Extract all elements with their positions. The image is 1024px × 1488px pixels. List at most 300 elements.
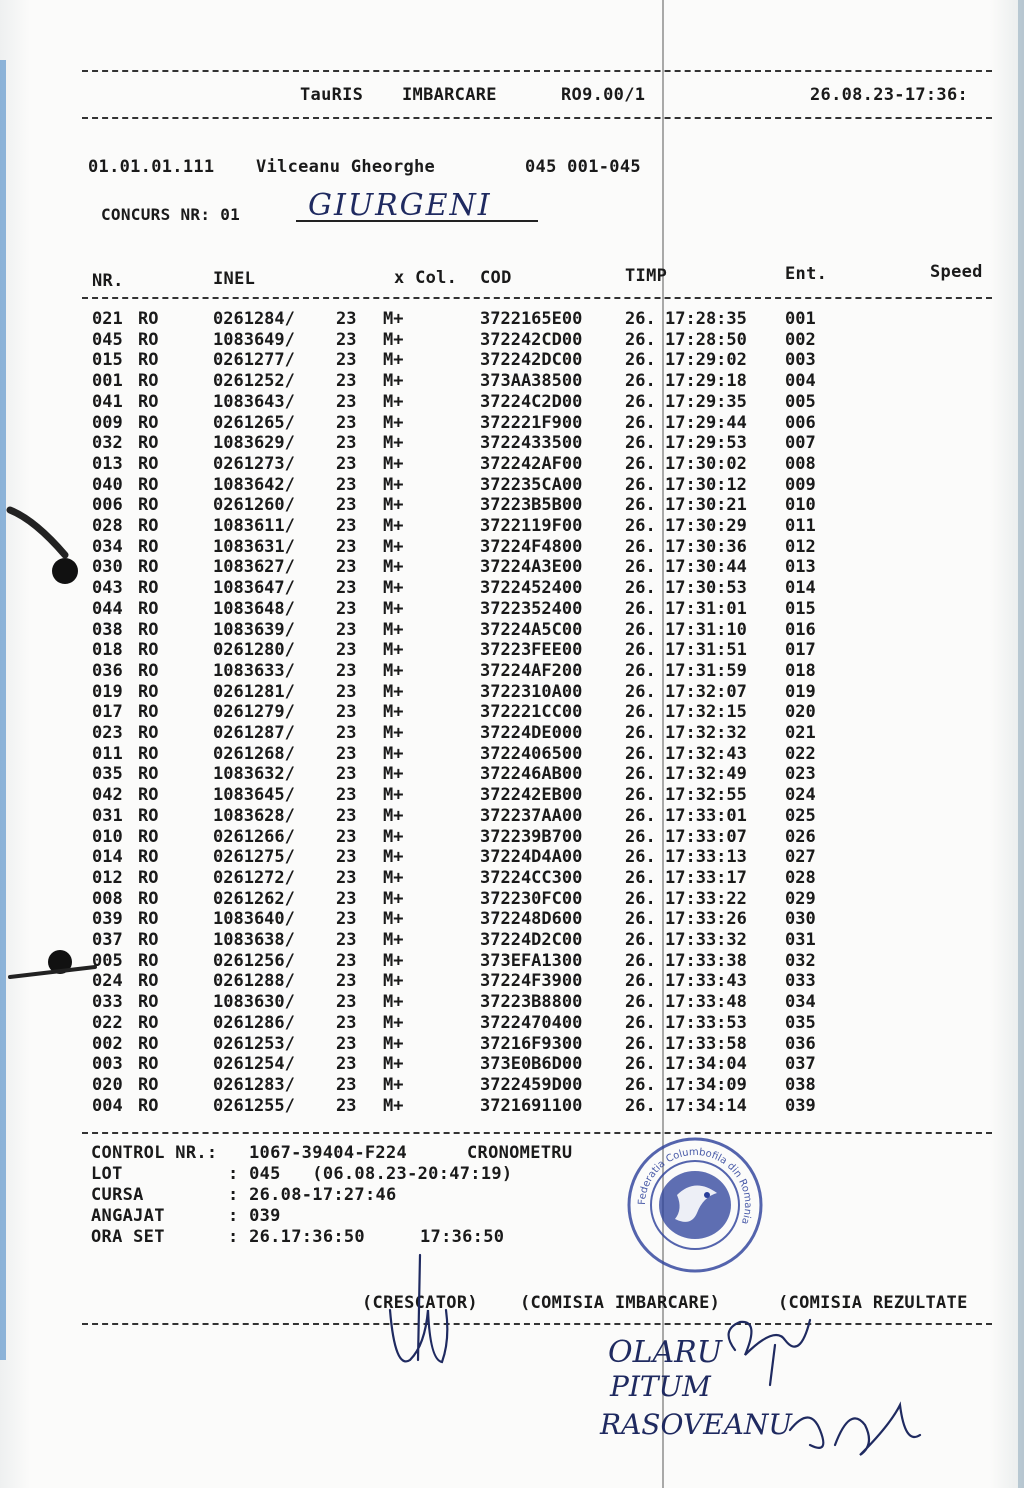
table-row [0,661,1024,682]
table-row [0,702,1024,723]
row-color: M+ [383,598,404,619]
row-country: RO [138,309,159,329]
row-entry: 015 [785,598,816,619]
svg-text:Federatia Columbofila din Roma: Federatia Columbofila din Romania [636,1146,754,1226]
row-color: M+ [383,847,404,868]
row-color: M+ [383,640,404,661]
row-code: 37216F9300 [480,1033,583,1054]
row-day: 26. [625,743,656,764]
row-time: 17:32:32 [665,723,747,743]
row-nr: 035 [92,764,123,785]
row-year: 23 [336,598,357,619]
row-code: 3722165E00 [480,309,583,329]
row-time: 17:30:02 [665,453,747,474]
row-code: 3722459D00 [480,1074,583,1095]
row-year: 23 [336,1095,357,1116]
row-entry: 026 [785,826,816,847]
row-year: 23 [336,971,357,992]
row-code: 3722433500 [480,433,583,454]
row-ring: 0261266/ [213,826,295,847]
row-code: 37223B5B00 [480,495,583,516]
row-color: M+ [383,805,404,826]
row-nr: 004 [92,1095,123,1116]
row-country: RO [138,578,159,599]
row-nr: 017 [92,702,123,723]
row-year: 23 [336,681,357,702]
row-color: M+ [383,930,404,950]
row-color: M+ [383,433,404,454]
row-nr: 019 [92,681,123,702]
row-color: M+ [383,971,404,992]
row-year: 23 [336,619,357,640]
table-row [0,806,1024,827]
row-code: 37224CC300 [480,867,583,888]
signature-scribble-1 [715,1310,825,1390]
row-entry: 035 [785,1012,816,1033]
row-ring: 0261252/ [213,371,295,392]
row-nr: 003 [92,1054,123,1075]
table-row [0,350,1024,371]
row-country: RO [138,598,159,619]
row-nr: 008 [92,888,123,909]
row-nr: 013 [92,453,123,474]
row-time: 17:30:29 [665,516,747,536]
row-ring: 1083640/ [213,909,295,930]
row-year: 23 [336,309,357,329]
angajat-label: ANGAJAT [91,1206,165,1226]
row-country: RO [138,329,159,350]
row-country: RO [138,536,159,557]
row-year: 23 [336,433,357,454]
row-day: 26. [625,681,656,702]
row-day: 26. [625,412,656,433]
row-code: 37224C2D00 [480,391,583,412]
row-time: 17:33:58 [665,1033,747,1054]
row-day: 26. [625,516,656,536]
row-nr: 038 [92,619,123,640]
row-day: 26. [625,495,656,516]
row-entry: 029 [785,888,816,909]
row-time: 17:30:44 [665,557,747,578]
table-row [0,371,1024,392]
row-code: 372242DC00 [480,350,583,371]
control-label: CONTROL NR.: [91,1143,218,1163]
row-day: 26. [625,950,656,971]
row-nr: 005 [92,950,123,971]
row-year: 23 [336,371,357,392]
row-entry: 037 [785,1054,816,1075]
table-row [0,475,1024,496]
row-year: 23 [336,743,357,764]
row-nr: 040 [92,474,123,495]
row-code: 37224A5C00 [480,619,583,640]
row-ring: 1083631/ [213,536,295,557]
row-color: M+ [383,1033,404,1054]
row-country: RO [138,847,159,868]
control-value: 1067-39404-F224 [249,1143,408,1163]
row-day: 26. [625,309,656,329]
row-entry: 025 [785,805,816,826]
row-nr: 042 [92,785,123,806]
row-color: M+ [383,329,404,350]
row-time: 17:29:02 [665,350,747,371]
signature-label-comisia-rezultate: (COMISIA REZULTATE [778,1293,968,1313]
document-title: IMBARCARE [402,85,497,105]
row-ring: 1083642/ [213,474,295,495]
row-code: 3721691100 [480,1095,583,1116]
row-day: 26. [625,909,656,930]
row-code: 37224D4A00 [480,847,583,868]
row-entry: 011 [785,516,816,536]
row-ring: 0261255/ [213,1095,295,1116]
row-color: M+ [383,1012,404,1033]
row-time: 17:33:13 [665,847,747,868]
row-time: 17:34:09 [665,1074,747,1095]
row-year: 23 [336,1033,357,1054]
row-nr: 014 [92,847,123,868]
row-year: 23 [336,516,357,536]
row-code: 372242AF00 [480,453,583,474]
signature-label-comisia-imbarcare: (COMISIA IMBARCARE) [520,1293,721,1313]
row-ring: 0261260/ [213,495,295,516]
row-time: 17:33:53 [665,1012,747,1033]
row-nr: 043 [92,578,123,599]
document-code: RO9.00/1 [561,85,646,105]
row-day: 26. [625,619,656,640]
row-year: 23 [336,785,357,806]
row-day: 26. [625,992,656,1013]
row-day: 26. [625,536,656,557]
row-nr: 045 [92,329,123,350]
row-year: 23 [336,909,357,930]
angajat-value: : 039 [228,1206,281,1226]
row-country: RO [138,433,159,454]
row-color: M+ [383,867,404,888]
row-time: 17:32:07 [665,681,747,702]
row-color: M+ [383,826,404,847]
table-row [0,930,1024,951]
row-nr: 034 [92,536,123,557]
row-nr: 030 [92,557,123,578]
signature-label-crescator: (CRESCATOR) [362,1293,478,1313]
punch-hole-tear-top [5,500,85,570]
row-ring: 0261287/ [213,723,295,743]
row-country: RO [138,971,159,992]
col-header-timp: TIMP [625,266,668,286]
table-row [0,413,1024,434]
ora-set-value-2: 17:36:50 [420,1227,505,1247]
row-ring: 1083628/ [213,805,295,826]
table-row [0,723,1024,744]
col-header-inel: INEL [213,269,256,289]
row-nr: 020 [92,1074,123,1095]
table-row [0,1054,1024,1075]
row-entry: 038 [785,1074,816,1095]
row-time: 17:33:17 [665,867,747,888]
row-year: 23 [336,723,357,743]
row-ring: 1083645/ [213,785,295,806]
row-country: RO [138,888,159,909]
ora-set-label: ORA SET [91,1227,165,1247]
row-day: 26. [625,1095,656,1116]
row-day: 26. [625,1054,656,1075]
row-nr: 009 [92,412,123,433]
row-ring: 1083639/ [213,619,295,640]
row-ring: 1083649/ [213,329,295,350]
row-time: 17:31:51 [665,640,747,661]
row-nr: 041 [92,391,123,412]
table-row [0,1013,1024,1034]
row-code: 3722406500 [480,743,583,764]
row-ring: 1083629/ [213,433,295,454]
row-ring: 0261262/ [213,888,295,909]
row-color: M+ [383,660,404,681]
table-row [0,640,1024,661]
row-color: M+ [383,391,404,412]
row-color: M+ [383,764,404,785]
row-ring: 0261286/ [213,1012,295,1033]
row-code: 372242EB00 [480,785,583,806]
row-ring: 0261265/ [213,412,295,433]
row-time: 17:33:26 [665,909,747,930]
row-code: 3722452400 [480,578,583,599]
row-entry: 013 [785,557,816,578]
table-row [0,537,1024,558]
row-code: 372230FC00 [480,888,583,909]
table-row [0,827,1024,848]
row-color: M+ [383,516,404,536]
row-country: RO [138,743,159,764]
row-ring: 0261283/ [213,1074,295,1095]
program-name: TauRIS [300,85,364,105]
punch-hole-tear-bottom [5,955,105,985]
row-country: RO [138,474,159,495]
table-row [0,495,1024,516]
row-color: M+ [383,681,404,702]
row-year: 23 [336,453,357,474]
row-color: M+ [383,1074,404,1095]
row-ring: 1083627/ [213,557,295,578]
row-year: 23 [336,660,357,681]
row-ring: 0261279/ [213,702,295,723]
row-year: 23 [336,930,357,950]
row-color: M+ [383,453,404,474]
row-country: RO [138,930,159,950]
table-row [0,889,1024,910]
table-row [0,971,1024,992]
table-row [0,392,1024,413]
row-entry: 030 [785,909,816,930]
row-time: 17:32:49 [665,764,747,785]
row-color: M+ [383,785,404,806]
row-country: RO [138,1054,159,1075]
row-ring: 0261268/ [213,743,295,764]
row-entry: 032 [785,950,816,971]
row-entry: 027 [785,847,816,868]
row-color: M+ [383,474,404,495]
row-code: 372221CC00 [480,702,583,723]
row-country: RO [138,723,159,743]
row-day: 26. [625,557,656,578]
row-time: 17:34:14 [665,1095,747,1116]
row-time: 17:30:21 [665,495,747,516]
row-entry: 024 [785,785,816,806]
row-ring: 1083611/ [213,516,295,536]
handwritten-name-1: OLARU [608,1335,723,1370]
row-country: RO [138,867,159,888]
row-year: 23 [336,1012,357,1033]
row-time: 17:30:53 [665,578,747,599]
row-day: 26. [625,391,656,412]
row-color: M+ [383,412,404,433]
row-year: 23 [336,578,357,599]
row-year: 23 [336,764,357,785]
table-row [0,454,1024,475]
row-nr: 018 [92,640,123,661]
row-country: RO [138,702,159,723]
row-day: 26. [625,764,656,785]
row-entry: 004 [785,371,816,392]
row-day: 26. [625,660,656,681]
row-color: M+ [383,309,404,329]
row-country: RO [138,557,159,578]
row-time: 17:34:04 [665,1054,747,1075]
row-time: 17:29:44 [665,412,747,433]
table-row [0,620,1024,641]
row-country: RO [138,391,159,412]
table-row [0,309,1024,330]
row-ring: 0261281/ [213,681,295,702]
table-row [0,578,1024,599]
row-code: 37224A3E00 [480,557,583,578]
row-country: RO [138,412,159,433]
row-entry: 009 [785,474,816,495]
row-entry: 033 [785,971,816,992]
col-header-nr: NR. [92,271,124,291]
row-day: 26. [625,453,656,474]
row-time: 17:33:48 [665,992,747,1013]
row-ring: 0261288/ [213,971,295,992]
row-entry: 007 [785,433,816,454]
row-entry: 003 [785,350,816,371]
handwritten-name-3: RASOVEANU [600,1408,792,1441]
row-ring: 1083633/ [213,660,295,681]
row-day: 26. [625,1033,656,1054]
col-header-ent: Ent. [785,264,828,284]
row-day: 26. [625,598,656,619]
row-code: 37223FEE00 [480,640,583,661]
row-color: M+ [383,350,404,371]
row-nr: 001 [92,371,123,392]
table-row [0,330,1024,351]
table-row [0,764,1024,785]
contest-place-handwritten: GIURGENI [308,188,492,223]
federation-stamp [625,1135,765,1275]
row-day: 26. [625,847,656,868]
row-country: RO [138,909,159,930]
row-time: 17:33:22 [665,888,747,909]
row-year: 23 [336,826,357,847]
row-entry: 002 [785,329,816,350]
row-entry: 028 [785,867,816,888]
row-year: 23 [336,867,357,888]
row-color: M+ [383,371,404,392]
row-entry: 012 [785,536,816,557]
row-time: 17:29:53 [665,433,747,454]
ora-set-value: : 26.17:36:50 [228,1227,365,1247]
table-row [0,951,1024,972]
row-ring: 0261256/ [213,950,295,971]
row-day: 26. [625,805,656,826]
table-row [0,516,1024,537]
row-country: RO [138,619,159,640]
print-datetime: 26.08.23-17:36: [810,85,969,105]
row-year: 23 [336,350,357,371]
row-code: 372246AB00 [480,764,583,785]
row-color: M+ [383,495,404,516]
cursa-label: CURSA [91,1185,144,1205]
row-entry: 023 [785,764,816,785]
row-code: 372239B700 [480,826,583,847]
lot-value: : 045 (06.08.23-20:47:19) [228,1164,513,1184]
row-color: M+ [383,1054,404,1075]
row-country: RO [138,495,159,516]
row-color: M+ [383,619,404,640]
row-nr: 006 [92,495,123,516]
row-time: 17:30:36 [665,536,747,557]
row-time: 17:33:43 [665,971,747,992]
row-time: 17:28:50 [665,329,747,350]
row-ring: 0261253/ [213,1033,295,1054]
row-year: 23 [336,1054,357,1075]
row-country: RO [138,640,159,661]
row-color: M+ [383,557,404,578]
row-code: 372221F900 [480,412,583,433]
row-ring: 1083638/ [213,930,295,950]
row-entry: 006 [785,412,816,433]
row-color: M+ [383,909,404,930]
row-nr: 023 [92,723,123,743]
row-code: 37224DE000 [480,723,583,743]
contest-label: CONCURS NR: 01 [101,205,241,224]
row-code: 373E0B6D00 [480,1054,583,1075]
row-year: 23 [336,992,357,1013]
row-day: 26. [625,785,656,806]
row-time: 17:29:35 [665,391,747,412]
row-country: RO [138,371,159,392]
header-divider-top [82,70,992,72]
row-year: 23 [336,391,357,412]
row-entry: 034 [785,992,816,1013]
signature-scribble-2 [780,1385,930,1475]
row-day: 26. [625,371,656,392]
row-code: 372235CA00 [480,474,583,495]
row-day: 26. [625,329,656,350]
row-color: M+ [383,1095,404,1116]
owner-name: Vilceanu Gheorghe [256,157,436,177]
row-nr: 039 [92,909,123,930]
row-ring: 1083648/ [213,598,295,619]
row-entry: 018 [785,660,816,681]
row-time: 17:29:18 [665,371,747,392]
row-ring: 0261277/ [213,350,295,371]
row-time: 17:33:01 [665,805,747,826]
table-row [0,1075,1024,1096]
row-entry: 008 [785,453,816,474]
lot-label: LOT [91,1164,123,1184]
row-day: 26. [625,1074,656,1095]
row-day: 26. [625,826,656,847]
